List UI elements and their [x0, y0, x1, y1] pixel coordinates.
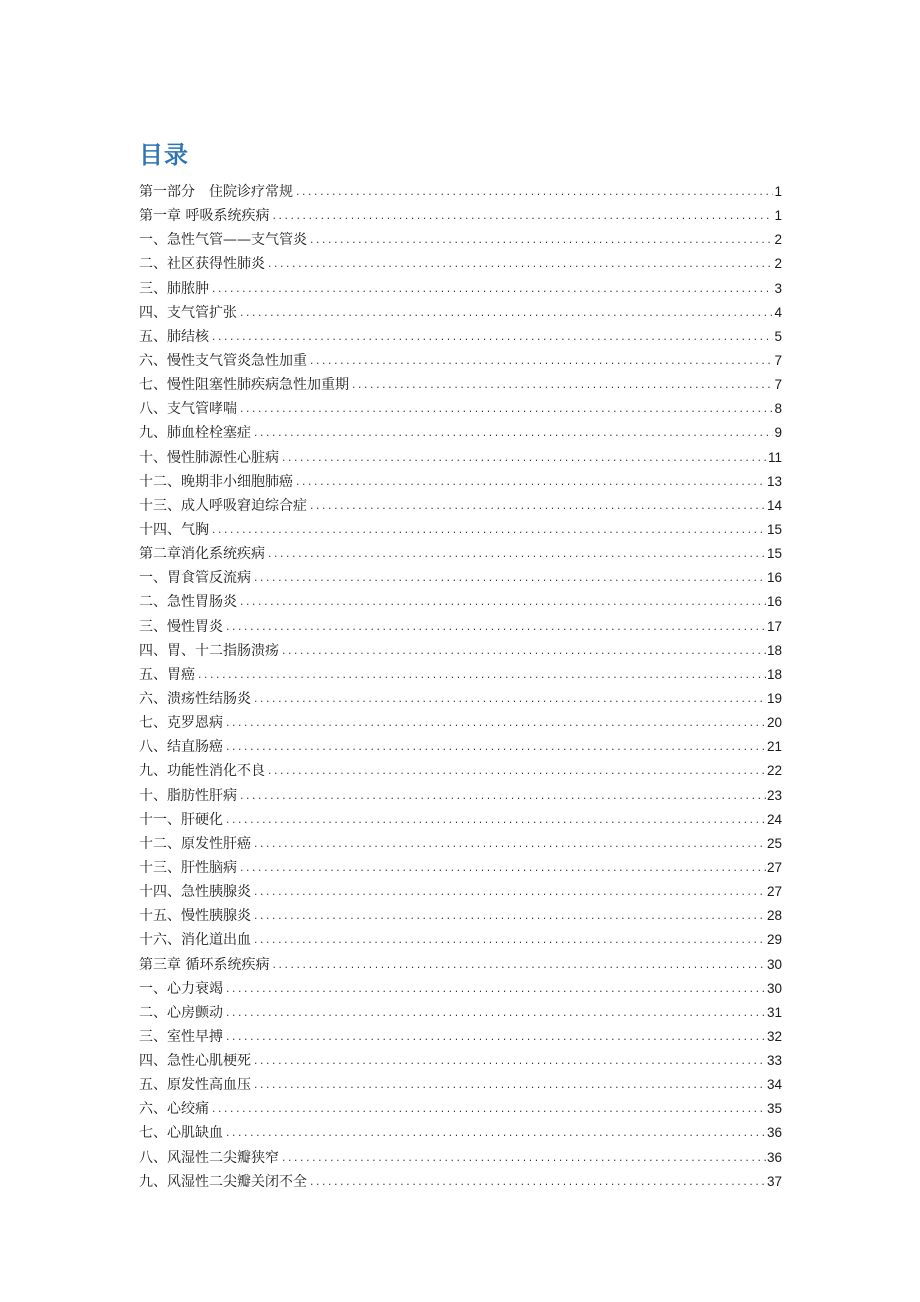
dot-leader [267, 543, 766, 567]
dot-leader [253, 881, 766, 905]
toc-entry-page-number[interactable]: 27 [766, 859, 782, 875]
toc-entry-page-number[interactable]: 13 [766, 473, 782, 489]
toc-entry-page-number[interactable]: 4 [774, 304, 782, 320]
dot-leader [239, 591, 766, 615]
dot-leader [271, 205, 773, 229]
dot-leader [225, 616, 766, 640]
toc-entry-title[interactable]: 一、心力衰竭 [139, 980, 223, 997]
toc-entry-page-number[interactable]: 36 [766, 1125, 782, 1141]
toc-entry-title[interactable]: 七、心肌缺血 [139, 1125, 223, 1142]
dot-leader [295, 471, 766, 495]
toc-entry-page-number[interactable]: 16 [766, 594, 782, 610]
toc-entry-title[interactable]: 九、风湿性二尖瓣关闭不全 [139, 1173, 307, 1190]
dot-leader [225, 1026, 766, 1050]
toc-entry[interactable] [139, 180, 782, 204]
toc-entry-page-number[interactable]: 33 [766, 1053, 782, 1069]
toc-entry-page-number[interactable]: 1 [774, 184, 782, 199]
toc-entry-page-number[interactable]: 2 [774, 256, 782, 272]
toc-entry-title[interactable]: 六、慢性支气管炎急性加重 [139, 352, 307, 369]
toc-entry[interactable] [139, 1170, 782, 1194]
toc-entry[interactable] [139, 446, 782, 470]
toc-entry-title[interactable]: 十、脂肪性肝病 [139, 787, 237, 804]
toc-title: 目录 [139, 141, 189, 169]
toc-entry-page-number[interactable]: 7 [774, 352, 782, 368]
toc-entry[interactable] [139, 904, 782, 928]
dot-leader [253, 929, 766, 953]
toc-entry-page-number[interactable]: 2 [774, 232, 782, 248]
toc-entry[interactable] [139, 277, 782, 301]
dot-leader [239, 857, 766, 881]
toc-entry-page-number[interactable]: 35 [766, 1101, 782, 1117]
toc-entry-page-number[interactable]: 15 [766, 546, 782, 562]
toc-entry[interactable] [139, 880, 782, 904]
toc-entry-page-number[interactable]: 8 [774, 401, 782, 417]
toc-entry[interactable] [139, 953, 782, 977]
dot-leader [225, 809, 766, 833]
toc-entry[interactable] [139, 1001, 782, 1025]
toc-entry[interactable] [139, 421, 782, 445]
toc-entry-title[interactable]: 十二、原发性肝癌 [139, 835, 251, 852]
toc-entry-page-number[interactable]: 5 [774, 328, 782, 344]
toc-entry[interactable] [139, 711, 782, 735]
toc-entry[interactable] [139, 204, 782, 228]
toc-entry[interactable] [139, 928, 782, 952]
toc-entry-title[interactable]: 第一部分 住院诊疗常规 [139, 184, 293, 200]
toc-entry-title[interactable]: 八、风湿性二尖瓣狭窄 [139, 1149, 279, 1166]
document-page [139, 138, 782, 1194]
toc-entry-title[interactable]: 十一、肝硬化 [139, 811, 223, 828]
dot-leader [351, 374, 773, 398]
toc-entry-page-number[interactable]: 25 [766, 835, 782, 851]
toc-entry-page-number[interactable]: 3 [774, 280, 782, 296]
toc-entry[interactable] [139, 1025, 782, 1049]
toc-entry[interactable] [139, 808, 782, 832]
toc-entry[interactable] [139, 832, 782, 856]
toc-entry-page-number[interactable]: 31 [766, 1004, 782, 1020]
toc-entry-title[interactable]: 八、结直肠癌 [139, 739, 223, 756]
toc-entry-page-number[interactable]: 29 [766, 932, 782, 948]
toc-entry-title[interactable]: 八、支气管哮喘 [139, 401, 237, 418]
toc-entry-title[interactable]: 十三、成人呼吸窘迫综合症 [139, 497, 307, 514]
toc-entry-page-number[interactable]: 11 [767, 449, 782, 465]
dot-leader [253, 833, 766, 857]
toc-entry[interactable] [139, 397, 782, 421]
dot-leader [253, 567, 766, 591]
toc-entry-title[interactable]: 二、社区获得性肺炎 [139, 256, 265, 273]
toc-entry[interactable] [139, 518, 782, 542]
toc-entry-title[interactable]: 七、克罗恩病 [139, 715, 223, 732]
toc-entry[interactable] [139, 784, 782, 808]
toc-entry[interactable] [139, 1073, 782, 1097]
toc-entry-title[interactable]: 十三、肝性脑病 [139, 859, 237, 876]
dot-leader [197, 664, 766, 688]
toc-entry-title[interactable]: 第二章消化系统疾病 [139, 546, 265, 563]
toc-entry-title[interactable]: 十六、消化道出血 [139, 932, 251, 949]
toc-entry[interactable] [139, 494, 782, 518]
toc-entry-page-number[interactable]: 27 [766, 884, 782, 900]
toc-entry-title[interactable]: 九、肺血栓栓塞症 [139, 425, 251, 442]
toc-entry[interactable] [139, 373, 782, 397]
toc-entry-title[interactable]: 五、肺结核 [139, 328, 209, 345]
dot-leader [253, 1050, 766, 1074]
toc-entry-title[interactable]: 第一章 呼吸系统疾病 [139, 208, 270, 225]
toc-entry[interactable] [139, 252, 782, 276]
toc-entry-page-number[interactable]: 18 [766, 666, 782, 682]
toc-entry-title[interactable]: 四、胃、十二指肠溃疡 [139, 642, 279, 659]
toc-entry[interactable] [139, 470, 782, 494]
toc-entry-title[interactable]: 一、急性气管——支气管炎 [139, 232, 307, 249]
toc-entry-title[interactable]: 三、室性早搏 [139, 1028, 223, 1045]
toc-entry-title[interactable]: 十四、急性胰腺炎 [139, 884, 251, 901]
toc-entry[interactable] [139, 615, 782, 639]
dot-leader [225, 1002, 766, 1026]
dot-leader [211, 1098, 766, 1122]
toc-entry-title[interactable]: 十、慢性肺源性心脏病 [139, 449, 279, 466]
dot-leader [211, 519, 766, 543]
toc-entry[interactable] [139, 1121, 782, 1145]
toc-entry-title[interactable]: 十四、气胸 [139, 521, 209, 538]
toc-entry-page-number[interactable]: 18 [766, 642, 782, 658]
toc-entry[interactable] [139, 1097, 782, 1121]
toc-entry-page-number[interactable]: 22 [766, 763, 782, 779]
dot-leader [267, 253, 773, 277]
toc-entry-page-number[interactable]: 30 [766, 956, 782, 972]
toc-entry[interactable] [139, 687, 782, 711]
dot-leader [239, 302, 773, 326]
toc-entry-page-number[interactable]: 7 [774, 377, 782, 393]
toc-entry[interactable] [139, 639, 782, 663]
toc-entry[interactable] [139, 1049, 782, 1073]
toc-entry-title[interactable]: 九、功能性消化不良 [139, 763, 265, 780]
dot-leader [211, 326, 773, 350]
dot-leader [225, 712, 766, 736]
dot-leader [239, 398, 773, 422]
toc-entry[interactable] [139, 301, 782, 325]
toc-entry-title[interactable]: 六、心绞痛 [139, 1101, 209, 1118]
toc-entry-page-number[interactable]: 32 [766, 1028, 782, 1044]
toc-entry[interactable] [139, 1146, 782, 1170]
toc-entry-title[interactable]: 十五、慢性胰腺炎 [139, 908, 251, 925]
dot-leader [253, 1074, 766, 1098]
toc-entry-page-number[interactable]: 36 [766, 1149, 782, 1165]
toc-entry[interactable] [139, 228, 782, 252]
dot-leader [309, 1171, 766, 1195]
toc-entry-page-number[interactable]: 17 [766, 618, 782, 634]
dot-leader [309, 495, 766, 519]
toc-entry-title[interactable]: 四、支气管扩张 [139, 304, 237, 321]
dot-leader [225, 736, 766, 760]
dot-leader [281, 1147, 766, 1171]
dot-leader [253, 905, 766, 929]
toc-entry[interactable] [139, 566, 782, 590]
toc-entry-page-number[interactable]: 15 [766, 521, 782, 537]
toc-entry-title[interactable]: 十二、晚期非小细胞肺癌 [139, 473, 293, 490]
toc-entry-title[interactable]: 二、心房颤动 [139, 1004, 223, 1021]
dot-leader [309, 350, 773, 374]
dot-leader [281, 447, 767, 471]
dot-leader [253, 688, 766, 712]
toc-entry-page-number[interactable]: 24 [766, 811, 782, 827]
toc-entry-page-number[interactable]: 16 [766, 570, 782, 586]
toc-entry[interactable] [139, 349, 782, 373]
dot-leader [295, 181, 773, 205]
toc-entry-page-number[interactable]: 14 [766, 497, 782, 513]
toc-entry-title[interactable]: 一、胃食管反流病 [139, 570, 251, 587]
toc-entry[interactable] [139, 759, 782, 783]
toc-entry[interactable] [139, 977, 782, 1001]
toc-entry[interactable] [139, 590, 782, 614]
toc-entry-page-number[interactable]: 30 [766, 980, 782, 996]
toc-entry[interactable] [139, 325, 782, 349]
toc-entry[interactable] [139, 663, 782, 687]
toc-entry-page-number[interactable]: 9 [774, 425, 782, 441]
toc-entry-title[interactable]: 六、溃疡性结肠炎 [139, 690, 251, 707]
dot-leader [309, 229, 773, 253]
dot-leader [253, 422, 773, 446]
toc-entry-page-number[interactable]: 19 [766, 690, 782, 706]
toc-entry-page-number[interactable]: 34 [766, 1077, 782, 1093]
toc-entry-title[interactable]: 三、肺脓肿 [139, 280, 209, 297]
toc-entry-title[interactable]: 七、慢性阻塞性肺疾病急性加重期 [139, 377, 349, 394]
toc-entry[interactable] [139, 542, 782, 566]
toc-entry-page-number[interactable]: 37 [766, 1173, 782, 1189]
toc-entry-page-number[interactable]: 28 [766, 908, 782, 924]
toc-entry-title[interactable]: 二、急性胃肠炎 [139, 594, 237, 611]
toc-entry[interactable] [139, 735, 782, 759]
toc-entry-page-number[interactable]: 23 [766, 787, 782, 803]
toc-list [139, 180, 782, 1194]
toc-entry-title[interactable]: 五、胃癌 [139, 666, 195, 683]
toc-entry-page-number[interactable]: 1 [774, 208, 782, 224]
toc-entry-title[interactable]: 三、慢性胃炎 [139, 618, 223, 635]
toc-entry-title[interactable]: 四、急性心肌梗死 [139, 1053, 251, 1070]
dot-leader [225, 1122, 766, 1146]
toc-entry[interactable] [139, 856, 782, 880]
toc-entry-title[interactable]: 第三章 循环系统疾病 [139, 956, 270, 973]
dot-leader [211, 278, 773, 302]
toc-entry-title[interactable]: 五、原发性高血压 [139, 1077, 251, 1094]
toc-entry-page-number[interactable]: 21 [766, 739, 782, 755]
dot-leader [225, 978, 766, 1002]
dot-leader [239, 785, 766, 809]
dot-leader [267, 760, 766, 784]
dot-leader [281, 640, 766, 664]
dot-leader [271, 954, 766, 978]
toc-entry-page-number[interactable]: 20 [766, 715, 782, 731]
